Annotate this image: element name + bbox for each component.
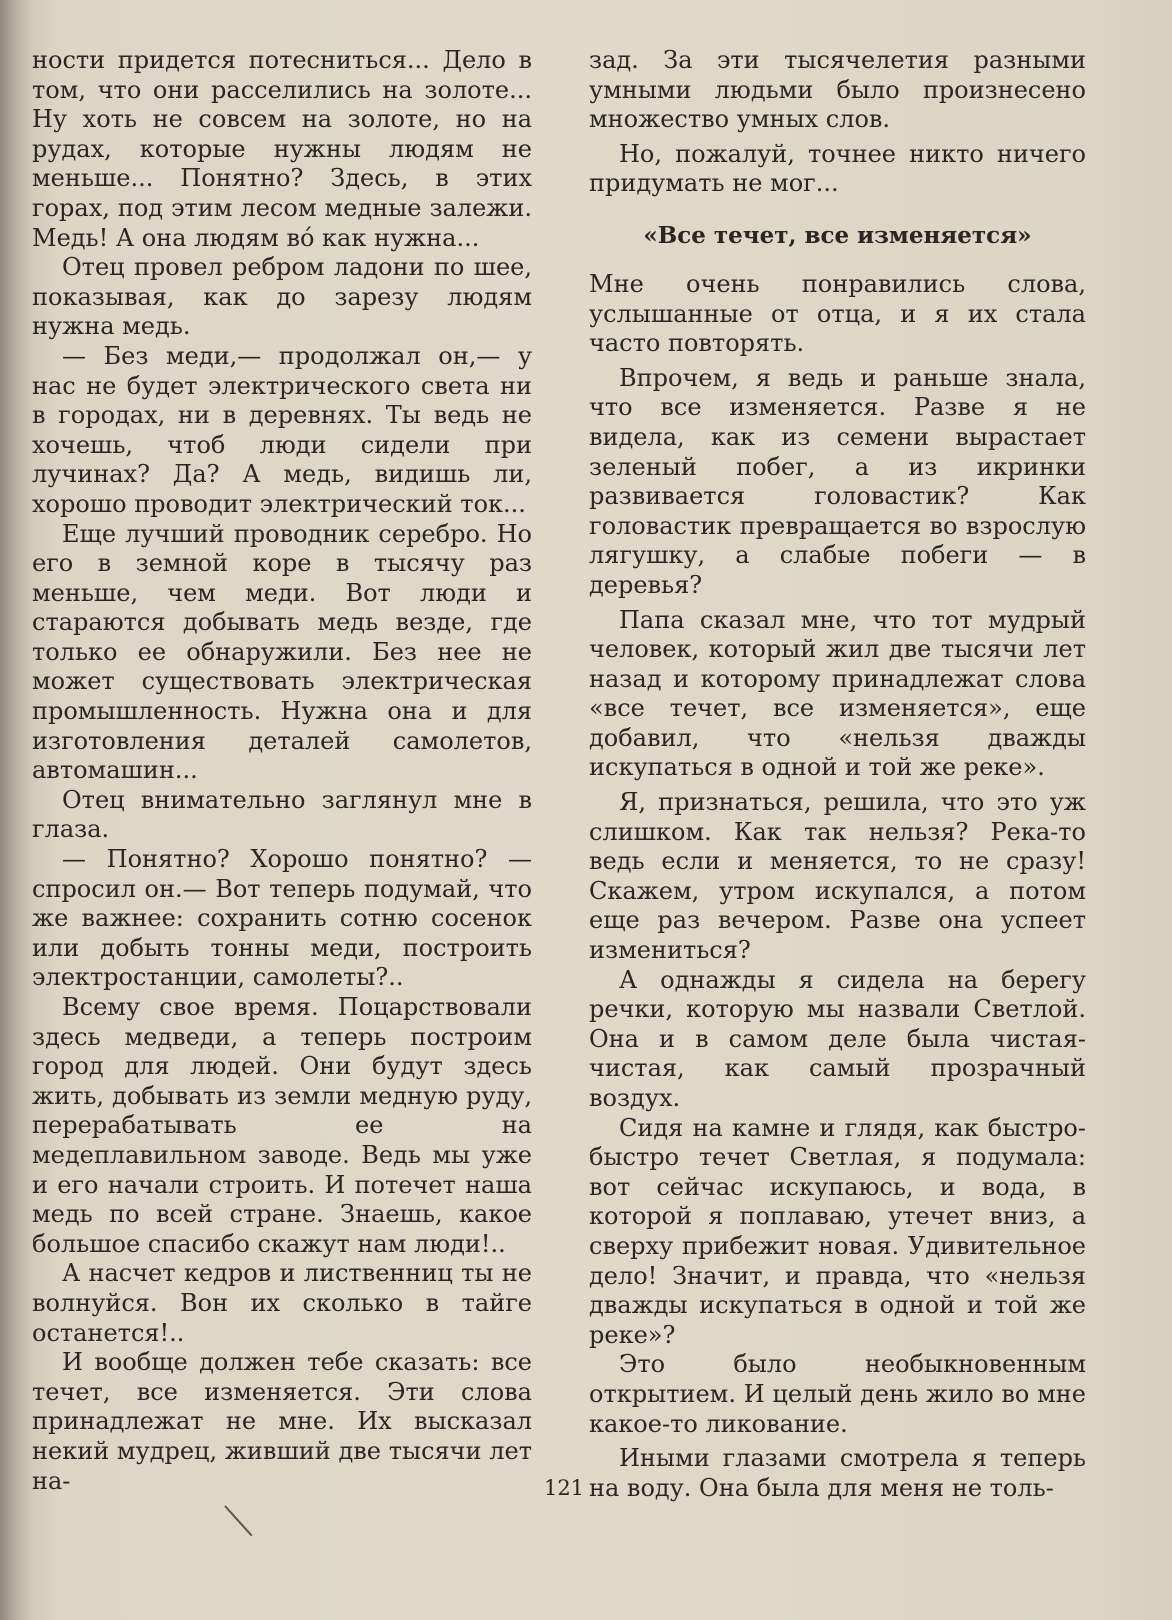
text-columns [32,46,1086,1503]
scan-scratch-mark [224,1505,252,1536]
paragraph: Отец провел ребром ладони по шее, показывая, как до зарезу людям нужна медь. [32,253,532,341]
paragraph: Всему свое время. Поцарствовали здесь медведи, а теперь построим город для людей. Они будут здесь жить, добывать из земли медную руду, перерабатывать ее на медеплавильном заводе. Ведь мы уже и его начали строить. И потечет наша медь по всей стране. Знаешь, какое большое спасибо скажут нам люди!.. [32,993,532,1258]
paragraph: Еще лучший проводник серебро. Но его в земной коре в тысячу раз меньше, чем меди. Вот люди и стараются добывать медь везде, где только ее обнаружили. Без нее не может существовать электрическая промышленность. Нужна она и для изготовления деталей самолетов, автомашин... [32,519,532,785]
paragraph: Я, признаться, решила, что это уж слишком. Как так нельзя? Река-то ведь если и меняется, то не сразу! Скажем, утром искупался, а потом еще раз вечером. Разве она успеет измениться? [589,788,1086,965]
paragraph: зад. За эти тысячелетия разными умными людьми было произнесено множество умных слов. [589,46,1086,134]
paragraph: А однажды я сидела на берегу речки, которую мы назвали Светлой. Она и в самом деле была чистая-чистая, как самый прозрачный воздух. [589,965,1086,1112]
paragraph: Сидя на камне и глядя, как быстро-быстро течет Светлая, я подумала: вот сейчас искупаюсь, и вода, в которой я поплаваю, утечет вниз, а сверху прибежит новая. Удивительное дело! Значит, и правда, что «нельзя дважды искупаться в одной и той же реке»? [589,1113,1086,1349]
right-column [589,46,1086,1503]
page-number: 121 [543,1476,585,1500]
paragraph: Это было необыкновенным открытием. И целый день жило во мне какое-то ликование. [589,1350,1086,1438]
paragraph: Но, пожалуй, точнее никто ничего придумать не мог... [589,139,1086,198]
section-heading: «Все течет, все изменяется» [643,221,1032,249]
paragraph: ности придется потесниться... Дело в том, что они расселились на золоте... Ну хоть не совсем на золоте, но на рудах, которые нужны людям не меньше... Понятно? Здесь, в этих горах, под этим лесом медные залежи. Медь! А она людям во́ как нужна... [32,46,532,252]
paragraph: Отец внимательно заглянул мне в глаза. [32,785,532,844]
left-column [32,46,532,1503]
paragraph: А насчет кедров и лиственниц ты не волнуйся. Вон их сколько в тайге останется!.. [32,1259,532,1347]
paragraph: Папа сказал мне, что тот мудрый человек, который жил две тысячи лет назад и которому принадлежат слова «все течет, все изменяется», еще добавил, что «нельзя дважды искупаться в одной и той же реке». [589,605,1086,782]
paragraph: Впрочем, я ведь и раньше знала, что все изменяется. Разве я не видела, как из семени вырастает зеленый побег, а из икринки развивается головастик? Как головастик превращается во взрослую лягушку, а слабые побеги — в деревья? [589,363,1086,599]
paragraph: Мне очень понравились слова, услышанные от отца, и я их стала часто повторять. [589,269,1086,358]
paragraph: — Понятно? Хорошо понятно? — спросил он.— Вот теперь подумай, что же важнее: сохранить сотню сосенок или добыть тонны меди, построить электростанции, самолеты?.. [32,845,532,992]
paragraph: И вообще должен тебе сказать: все течет, все изменяется. Эти слова принадлежат не мне. Их высказал некий мудрец, живший две тысячи лет на- [32,1348,532,1495]
paragraph: Иными глазами смотрела я теперь на воду. Она была для меня не толь- [589,1444,1086,1502]
paragraph: — Без меди,— продолжал он,— у нас не будет электрического света ни в городах, ни в деревнях. Ты ведь не хочешь, чтоб люди сидели при лучинах? Да? А медь, видишь ли, хорошо проводит электрический ток... [32,341,532,518]
